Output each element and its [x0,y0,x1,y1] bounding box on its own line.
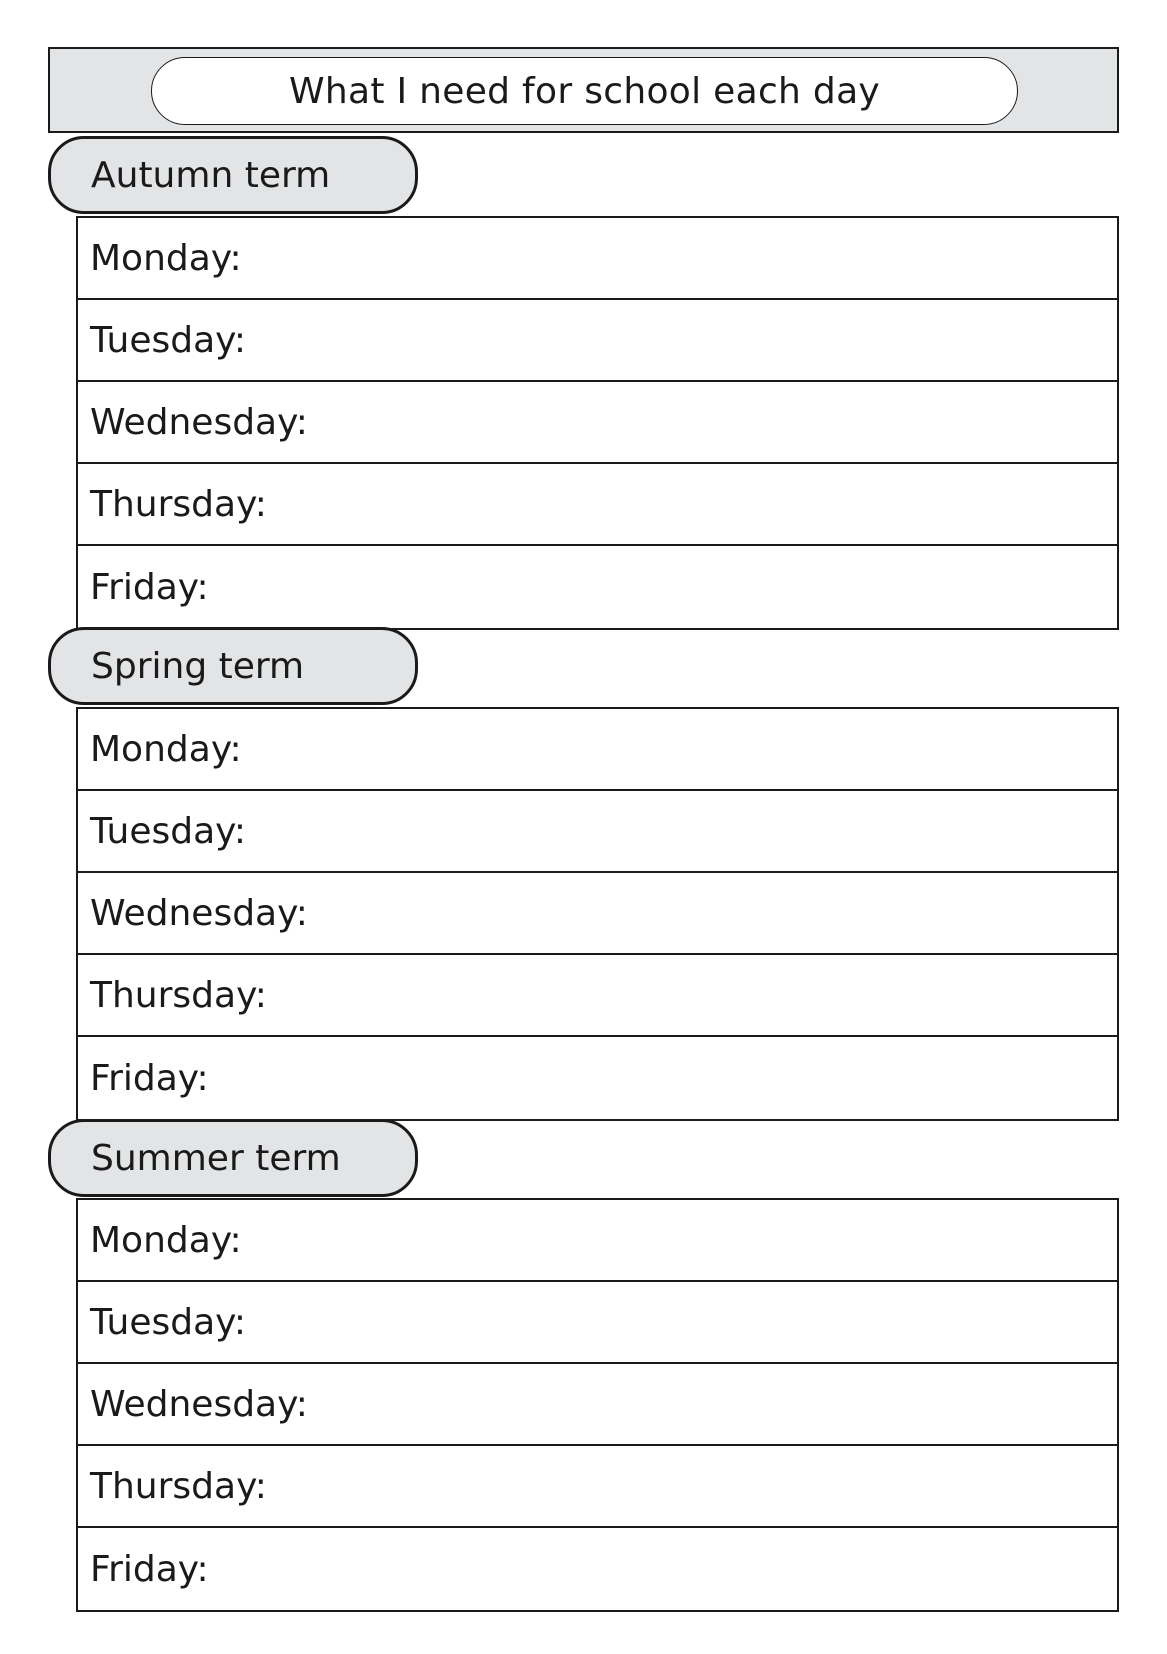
day-row-thursday[interactable]: Thursday: [78,464,1117,546]
term-tab-summer: Summer term [48,1119,418,1197]
day-row-tuesday[interactable]: Tuesday: [78,300,1117,382]
day-row-monday[interactable]: Monday: [78,218,1117,300]
day-row-wednesday[interactable]: Wednesday: [78,873,1117,955]
term-tab-autumn: Autumn term [48,136,418,214]
day-row-monday[interactable]: Monday: [78,709,1117,791]
day-row-monday[interactable]: Monday: [78,1200,1117,1282]
header-bar [48,47,1119,133]
day-row-friday[interactable]: Friday: [90,1548,209,1590]
day-row-tuesday[interactable]: Tuesday: [78,791,1117,873]
spring-days-table [76,707,1119,1121]
day-row-friday[interactable]: Friday: [90,1057,209,1099]
page-title: What I need for school each day [151,57,1018,125]
day-row-thursday[interactable]: Thursday: [78,955,1117,1037]
term-tab-spring: Spring term [48,627,418,705]
summer-days-table [76,1198,1119,1612]
day-row-thursday[interactable]: Thursday: [78,1446,1117,1528]
autumn-days-table [76,216,1119,630]
day-row-friday[interactable]: Friday: [90,566,209,608]
day-row-wednesday[interactable]: Wednesday: [78,1364,1117,1446]
day-row-wednesday[interactable]: Wednesday: [78,382,1117,464]
day-row-tuesday[interactable]: Tuesday: [78,1282,1117,1364]
